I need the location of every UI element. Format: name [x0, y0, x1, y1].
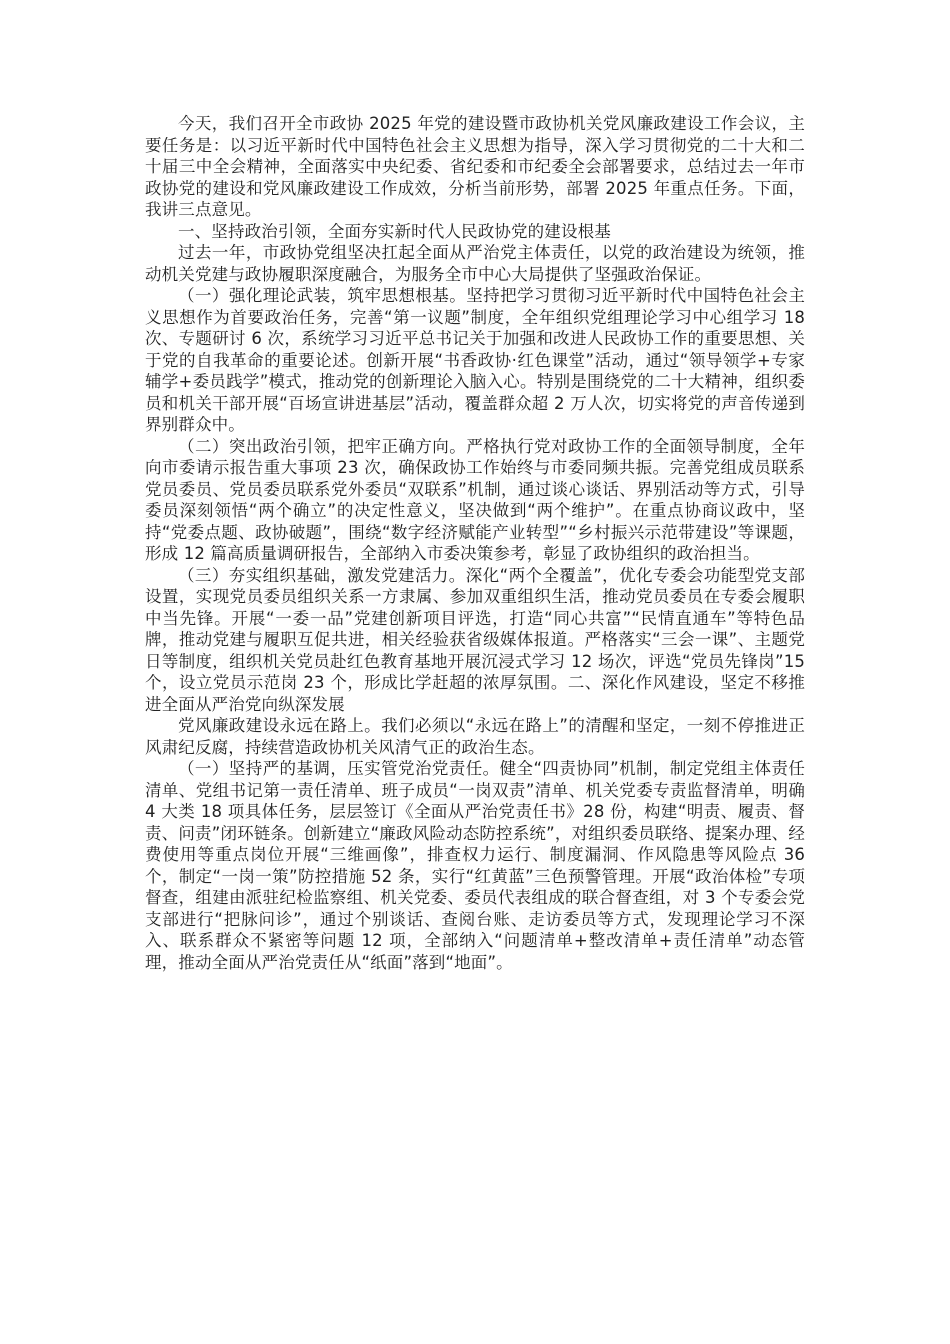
- paragraph-section-2-item-1: （一）坚持严的基调，压实管党治党责任。健全“四责协同”机制，制定党组主体责任清单、党组书记第一责任清单、班子成员“一岗双责”清单、机关党委专责监督清单，明确 4 大类 18 项具体任务，层层签订《全面从严治党责任书》28 份，构建“明责、履责、督责、问责”闭环链条。创新建立“廉政风险动态防控系统”，对组织委员联络、提案办理、经费使用等重点岗位开展“三维画像”，排查权力运行、制度漏洞、作风隐患等风险点 36 个，制定“一岗一策”防控措施 52 条，实行“红黄蓝”三色预警管理。开展“政治体检”专项督查，组建由派驻纪检监察组、机关党委、委员代表组成的联合督查组，对 3 个专委会党支部进行“把脉问诊”，通过个别谈话、查阅台账、走访委员等方式，发现理论学习不深入、联系群众不紧密等问题 12 项，全部纳入“问题清单+整改清单+责任清单”动态管理，推动全面从严治党责任从“纸面”落到“地面”。: [145, 759, 805, 972]
- paragraph-section-1-item-2: （二）突出政治引领，把牢正确方向。严格执行党对政协工作的全面领导制度，全年向市委请示报告重大事项 23 次，确保政协工作始终与市委同频共振。完善党组成员联系党员委员、党员委员联系党外委员“双联系”机制，通过谈心谈话、界别活动等方式，引导委员深刻领悟“两个确立”的决定性意义，坚决做到“两个维护”。在重点协商议政中，坚持“党委点题、政协破题”，围绕“数字经济赋能产业转型”“乡村振兴示范带建设”等课题，形成 12 篇高质量调研报告，全部纳入市委决策参考，彰显了政协组织的政治担当。: [145, 436, 805, 563]
- paragraph-section-1-item-3: （三）夯实组织基础，激发党建活力。深化“两个全覆盖”，优化专委会功能型党支部设置，实现党员委员组织关系一方隶属、参加双重组织生活，推动党员委员在专委会履职中当先锋。开展“一委一品”党建创新项目评选，打造“同心共富”“民情直通车”等特色品牌，推动党建与履职互促共进，相关经验获省级媒体报道。严格落实“三会一课”、主题党日等制度，组织机关党员赴红色教育基地开展沉浸式学习 12 场次，评选“党员先锋岗”15 个，设立党员示范岗 23 个，形成比学赶超的浓厚氛围。二、深化作风建设，坚定不移推进全面从严治党向纵深发展: [145, 565, 805, 714]
- paragraph-opening: 今天，我们召开全市政协 2025 年党的建设暨市政协机关党风廉政建设工作会议，主要任务是：以习近平新时代中国特色社会主义思想为指导，深入学习贯彻党的二十大和二十届三中全会精神，全面落实中央纪委、省纪委和市纪委全会部署要求，总结过去一年市政协党的建设和党风廉政建设工作成效，分析当前形势，部署 2025 年重点任务。下面，我讲三点意见。: [145, 114, 805, 219]
- section-heading-1: 一、坚持政治引领，全面夯实新时代人民政协党的建设根基: [178, 221, 611, 241]
- paragraph-section-2-intro: 党风廉政建设永远在路上。我们必须以“永远在路上”的清醒和坚定，一刻不停推进正风肃纪反腐，持续营造政协机关风清气正的政治生态。: [145, 716, 805, 757]
- document-body: [145, 113, 805, 973]
- paragraph-section-1-item-1: （一）强化理论武装，筑牢思想根基。坚持把学习贯彻习近平新时代中国特色社会主义思想作为首要政治任务，完善“第一议题”制度，全年组织党组理论学习中心组学习 18 次、专题研讨 6 次，系统学习习近平总书记关于加强和改进人民政协工作的重要思想、关于党的自我革命的重要论述。创新开展“书香政协·红色课堂”活动，通过“领导领学+专家辅学+委员践学”模式，推动党的创新理论入脑入心。特别是围绕党的二十大精神，组织委员和机关干部开展“百场宣讲进基层”活动，覆盖群众超 2 万人次，切实将党的声音传递到界别群众中。: [145, 286, 805, 434]
- paragraph-section-1-intro: 过去一年，市政协党组坚决扛起全面从严治党主体责任，以党的政治建设为统领，推动机关党建与政协履职深度融合，为服务全市中心大局提供了坚强政治保证。: [145, 243, 805, 284]
